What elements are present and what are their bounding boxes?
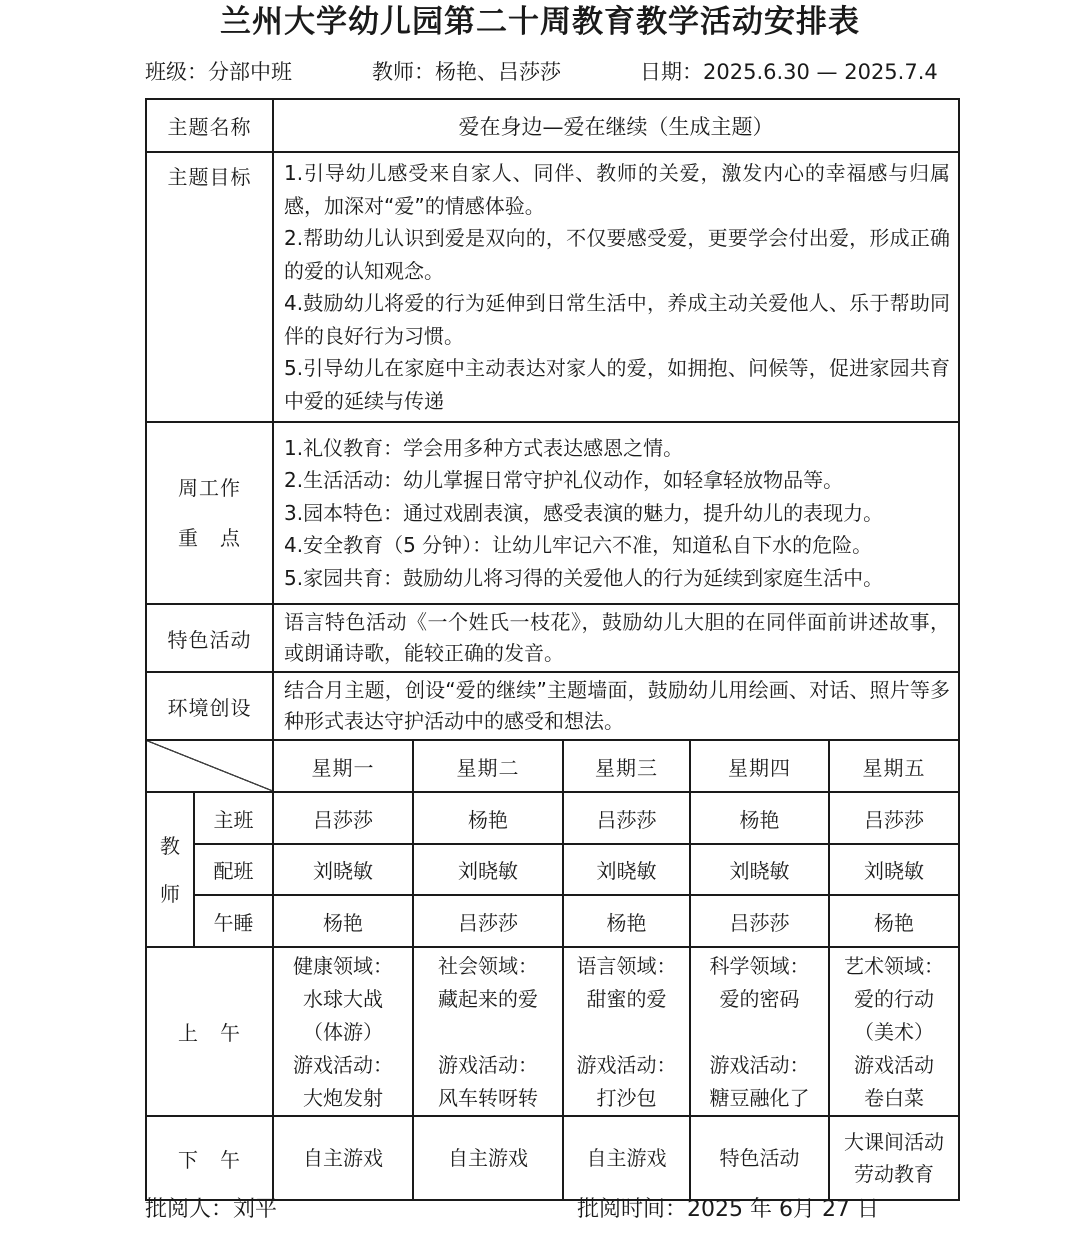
goal-item: 5.引导幼儿在家庭中主动表达对家人的爱，如拥抱、问候等，促进家园共育中爱的延续与传递 [284,356,951,413]
morning-label: 上 午 [146,947,273,1116]
diagonal-header-cell [146,740,273,792]
date-info: 日期：2025.6.30 — 2025.7.4 [640,60,938,84]
activity-title: 藏起来的爱 [438,987,538,1011]
afternoon-line: 自主游戏 [303,1146,383,1170]
teacher-cell: 吕莎莎 [273,792,413,844]
game-title: 风车转呀转 [438,1086,538,1110]
environment-value: 结合月主题，创设“爱的继续”主题墙面，鼓励幼儿用绘画、对话、照片等多种形式表达守护活动中的感受和想法。 [273,672,959,740]
day-wednesday: 星期三 [563,740,690,792]
teacher-cell: 吕莎莎 [829,792,959,844]
teacher-cell: 刘晓敏 [413,844,563,895]
feature-label: 特色活动 [146,604,273,672]
activity-title: 甜蜜的爱 [586,987,667,1011]
role-nap: 午睡 [194,895,273,947]
afternoon-row [146,1116,959,1200]
day-friday: 星期五 [829,740,959,792]
teacher-cell: 刘晓敏 [563,844,690,895]
teacher-cell: 杨艳 [690,792,829,844]
activity-title: 水球大战 [303,987,383,1011]
focus-item: 3.园本特色：通过戏剧表演，感受表演的魅力，提升幼儿的表现力。 [284,500,884,525]
teacher-info: 教师：杨艳、吕莎莎 [372,60,561,84]
feature-value: 语言特色活动《一个姓氏一枝花》，鼓励幼儿大胆的在同伴面前讲述故事，或朗诵诗歌，能较正确的发音。 [273,604,959,672]
teacher-cell: 杨艳 [413,792,563,844]
reviewer: 批阅人：刘平 [145,1197,278,1222]
afternoon-line: 大课间活动 [844,1130,945,1154]
activity-domain: 健康领域： [293,954,393,978]
theme-label: 主题名称 [146,99,273,152]
teacher-label-char1: 教 [160,833,180,858]
activity-title: 爱的密码 [719,987,800,1011]
game-title: 糖豆融化了 [709,1086,810,1110]
game-label: 游戏活动： [438,1053,538,1077]
role-assist: 配班 [194,844,273,895]
activity-note [414,1016,562,1049]
morning-activity [273,947,413,1116]
teacher-row-main [146,792,959,844]
theme-value: 爱在身边—爱在继续（生成主题） [273,99,959,152]
game-title: 大炮发射 [303,1086,383,1110]
game-title: 卷白菜 [864,1086,925,1110]
game-label: 游戏活动： [709,1053,810,1077]
game-title: 打沙包 [596,1086,657,1110]
teacher-cell: 杨艳 [273,895,413,947]
teacher-cell: 杨艳 [563,895,690,947]
game-label: 游戏活动： [293,1053,393,1077]
theme-row [146,99,959,152]
day-header-row [146,740,959,792]
afternoon-activity [413,1116,563,1200]
morning-activity [829,947,959,1116]
activity-note [691,1016,828,1049]
class-info: 班级：分部中班 [145,60,292,84]
activity-domain: 社会领域： [438,954,538,978]
teacher-cell: 吕莎莎 [413,895,563,947]
teacher-row-assist [146,844,959,895]
afternoon-line: 劳动教育 [854,1162,935,1186]
activity-note: （美术） [854,1020,935,1044]
afternoon-activity [829,1116,959,1200]
goal-item: 2.帮助幼儿认识到爱是双向的，不仅要感受爱，更要学会付出爱，形成正确的爱的认知观念。 [284,226,951,283]
focus-item: 4.安全教育（5 分钟）：让幼儿牢记六不准，知道私自下水的危险。 [284,533,873,558]
goal-item: 1.引导幼儿感受来自家人、同伴、教师的关爱，激发内心的幸福感与归属感，加深对“爱”的情感体验。 [284,161,951,218]
afternoon-activity [690,1116,829,1200]
teacher-cell: 杨艳 [829,895,959,947]
activity-note: （体游） [303,1020,383,1044]
schedule-table [145,98,960,1201]
goals-label: 主题目标 [146,152,273,422]
goals-row [146,152,959,422]
afternoon-activity [273,1116,413,1200]
teacher-cell: 吕莎莎 [563,792,690,844]
activity-domain: 语言领域： [576,954,677,978]
game-label: 游戏活动： [576,1053,677,1077]
teacher-cell: 刘晓敏 [690,844,829,895]
teacher-cell: 刘晓敏 [273,844,413,895]
morning-row [146,947,959,1116]
morning-activity [563,947,690,1116]
activity-domain: 艺术领域： [844,954,945,978]
activity-title: 爱的行动 [854,987,935,1011]
teacher-row-nap [146,895,959,947]
day-monday: 星期一 [273,740,413,792]
feature-row [146,604,959,672]
afternoon-line: 自主游戏 [586,1146,667,1170]
afternoon-line: 自主游戏 [448,1146,528,1170]
environment-row [146,672,959,740]
role-main: 主班 [194,792,273,844]
focus-label-line2: 重 点 [178,526,241,550]
morning-activity [413,947,563,1116]
goals-content [273,152,959,422]
review-time: 批阅时间：2025 年 6月 27 日 [577,1197,879,1222]
game-label: 游戏活动 [854,1053,935,1077]
afternoon-label: 下 午 [146,1116,273,1200]
activity-domain: 科学领域： [709,954,810,978]
goal-item: 4.鼓励幼儿将爱的行为延伸到日常生活中，养成主动关爱他人、乐于帮助同伴的良好行为习惯。 [284,291,951,348]
focus-item: 1.礼仪教育：学会用多种方式表达感恩之情。 [284,435,684,460]
focus-label [146,422,273,604]
teacher-cell: 吕莎莎 [690,895,829,947]
teacher-label-char2: 师 [160,881,180,906]
day-thursday: 星期四 [690,740,829,792]
day-tuesday: 星期二 [413,740,563,792]
afternoon-line: 特色活动 [719,1146,800,1170]
activity-note [564,1016,689,1049]
morning-activity [690,947,829,1116]
focus-item: 5.家园共育：鼓励幼儿将习得的关爱他人的行为延续到家庭生活中。 [284,565,884,590]
environment-label: 环境创设 [146,672,273,740]
teacher-group-label [146,792,194,947]
teacher-cell: 刘晓敏 [829,844,959,895]
focus-item: 2.生活活动：幼儿掌握日常守护礼仪动作，如轻拿轻放物品等。 [284,468,844,493]
afternoon-activity [563,1116,690,1200]
page-title: 兰州大学幼儿园第二十周教育教学活动安排表 [220,4,860,40]
focus-row [146,422,959,604]
focus-content [273,422,959,604]
focus-label-line1: 周工作 [178,476,241,500]
